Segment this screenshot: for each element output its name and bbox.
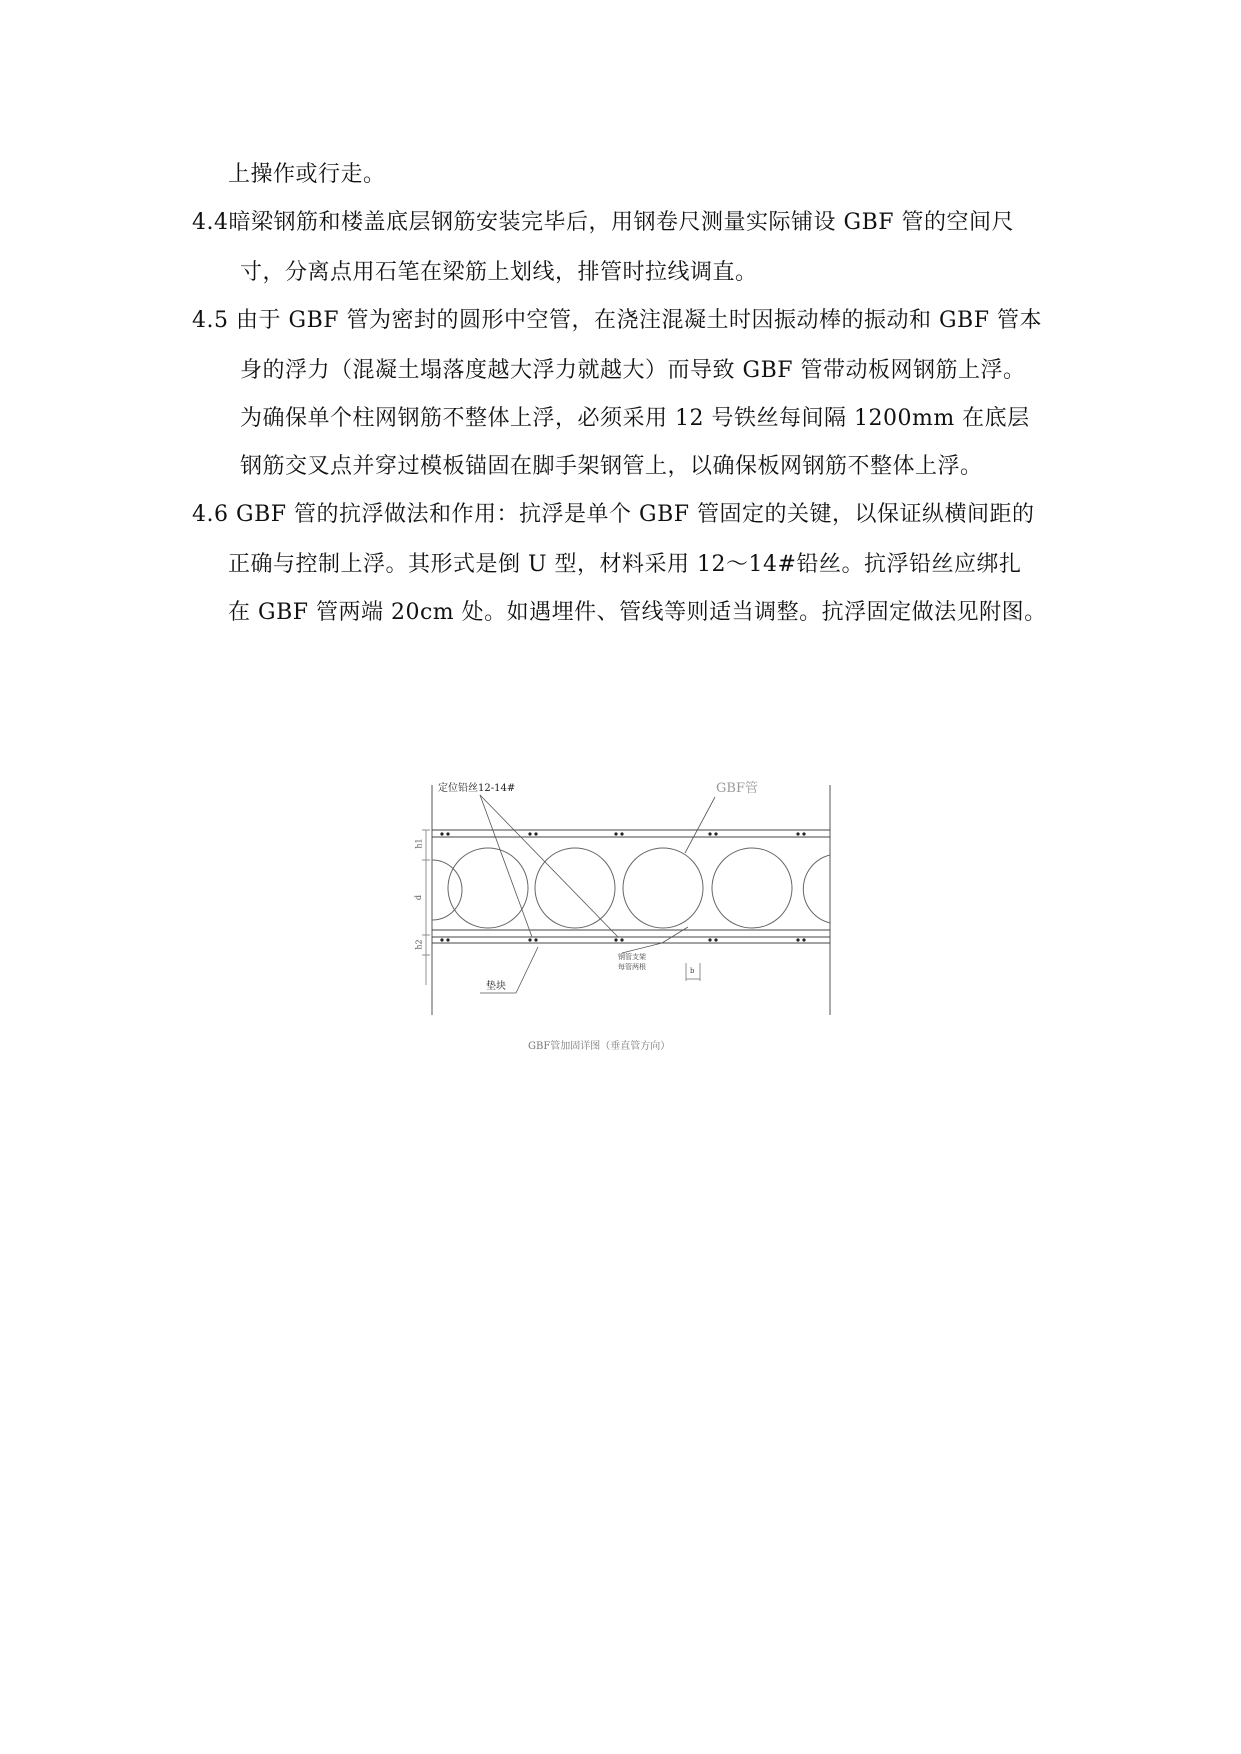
figure-caption: GBF管加固详图（垂直管方向）: [528, 1041, 671, 1052]
paragraph-line: [192, 500, 1035, 530]
paragraph-line: 上操作或行走。: [228, 162, 386, 187]
gbf-pipe: [623, 848, 703, 928]
paragraph-line: 正确与控制上浮。其形式是倒 U 型，材料采用 12～14#铅丝。抗浮铅丝应绑扎: [228, 552, 1022, 577]
gbf-pipes: [432, 848, 830, 928]
paragraph-text: GBF 管的抗浮做法和作用：抗浮是单个 GBF 管固定的关键，以保证纵横间距的: [236, 502, 1035, 527]
section-number: 4.4: [192, 210, 229, 235]
paragraph-line: 在 GBF 管两端 20cm 处。如遇埋件、管线等则适当调整。抗浮固定做法见附图。: [228, 600, 1047, 625]
paragraph-text: 暗梁钢筋和楼盖底层钢筋安装完毕后，用钢卷尺测量实际铺设 GBF 管的空间尺: [228, 210, 1014, 235]
gbf-pipe: [535, 848, 615, 928]
paragraph-line: [192, 208, 1014, 238]
dimension-h2-label: h2: [414, 939, 424, 950]
section-number: 4.6: [192, 502, 229, 527]
wire-label: 定位铅丝12-14#: [438, 783, 516, 794]
section-number: 4.5: [192, 308, 229, 333]
dimension-h1-label: h1: [414, 838, 424, 849]
gbf-detail-drawing: [420, 775, 840, 1025]
paragraph-text: 由于 GBF 管为密封的圆形中空管，在浇注混凝土时因振动棒的振动和 GBF 管本: [236, 308, 1042, 333]
gbf-pipe: [448, 848, 528, 928]
gbf-pipe-partial-right: [803, 855, 830, 923]
paragraph-line: 钢筋交叉点并穿过模板锚固在脚手架钢管上，以确保板网钢筋不整体上浮。: [240, 454, 983, 479]
gbf-pipe: [712, 848, 792, 928]
leader-lines: [480, 795, 715, 993]
gbf-pipe-partial-left: [432, 860, 462, 920]
steel-support-label: 每管两根: [618, 963, 646, 971]
paragraph-line: 为确保单个柱网钢筋不整体上浮，必须采用 12 号铁丝每间隔 1200mm 在底层: [240, 406, 1030, 431]
gbf-pipe-label: GBF管: [716, 781, 758, 796]
paragraph-line: [192, 306, 1042, 336]
paragraph-line: 寸，分离点用石笔在梁筋上划线，排管时拉线调直。: [240, 260, 758, 285]
rebar-dots-top: [440, 832, 805, 835]
gbf-reinforcement-figure: [414, 775, 840, 1065]
dimension-b-label: b: [690, 967, 695, 975]
paragraph-line: 身的浮力（混凝土塌落度越大浮力就越大）而导致 GBF 管带动板网钢筋上浮。: [240, 358, 1026, 383]
dimension-d-label: d: [414, 894, 424, 901]
spacer-block-label: 垫块: [486, 981, 506, 992]
steel-support-label: 钢管支架: [618, 953, 646, 961]
rebar-dots-bottom: [440, 938, 805, 941]
